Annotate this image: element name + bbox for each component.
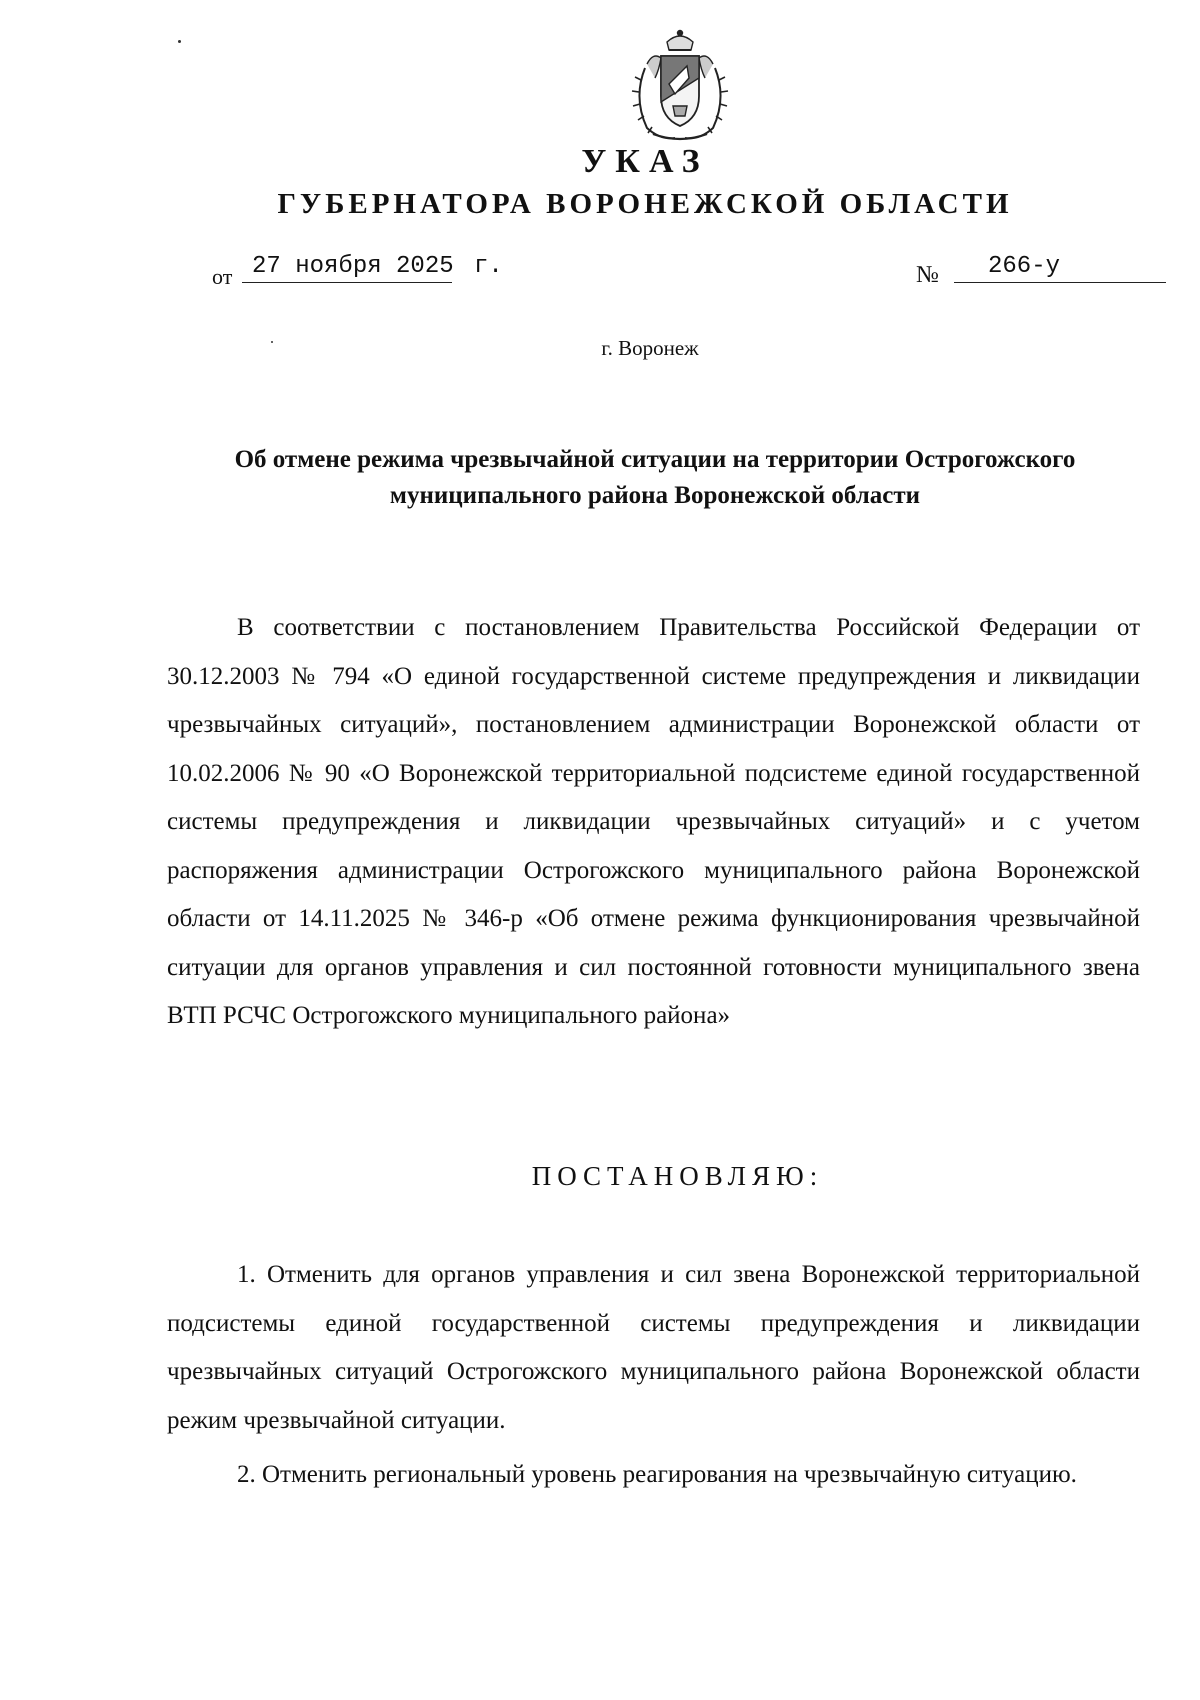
city-label: г. Воронеж [601,336,699,360]
decree-item: 1. Отменить для органов управления и сил звена Воронежской территориальной подсистемы единой государственной системы предупреждения и ликвидации чрезвычайных ситуаций Острогожского муниципального района Воронежской области режим чрезвычайной ситуации. [167,1261,1140,1434]
coat-of-arms-icon [625,28,735,146]
decree-item: 2. Отменить региональный уровень реагирования на чрезвычайную ситуацию. [237,1461,1077,1488]
document-number: 266-у [954,252,1166,283]
date-prefix: от [212,264,233,289]
decree-word: ПОСТАНОВЛЯЮ: [531,1161,824,1191]
date-value: 27 ноября 2025 [242,252,452,283]
preamble-paragraph: В соответствии с постановлением Правительства Российской Федерации от 30.12.2003 № 794 «О единой государственной системе предупреждения и ликвидации чрезвычайных ситуаций», постановлением администрации Воронежской области от 10.02.2006 № 90 «О Воронежской территориальной подсистеме единой государственной системы предупреждения и ликвидации чрезвычайных ситуаций» и с учетом распоряжения администрации Острогожского муниципального района Воронежской области от 14.11.2025 № 346-р «Об отмене режима функционирования чрезвычайной ситуации для органов управления и сил постоянной готовности муниципального звена ВТП РСЧС Острогожского муниципального района» [167,614,1140,1029]
number-sign: № [916,262,939,288]
issuer-heading: ГУБЕРНАТОРА ВОРОНЕЖСКОЙ ОБЛАСТИ [277,188,1013,220]
scan-speck [178,40,181,43]
date-suffix: г. [474,253,503,280]
document-title: Об отмене режима чрезвычайной ситуации на территории Острогожского муниципального района Воронежской области [234,446,1076,509]
document-type-heading: УКАЗ [581,143,709,180]
